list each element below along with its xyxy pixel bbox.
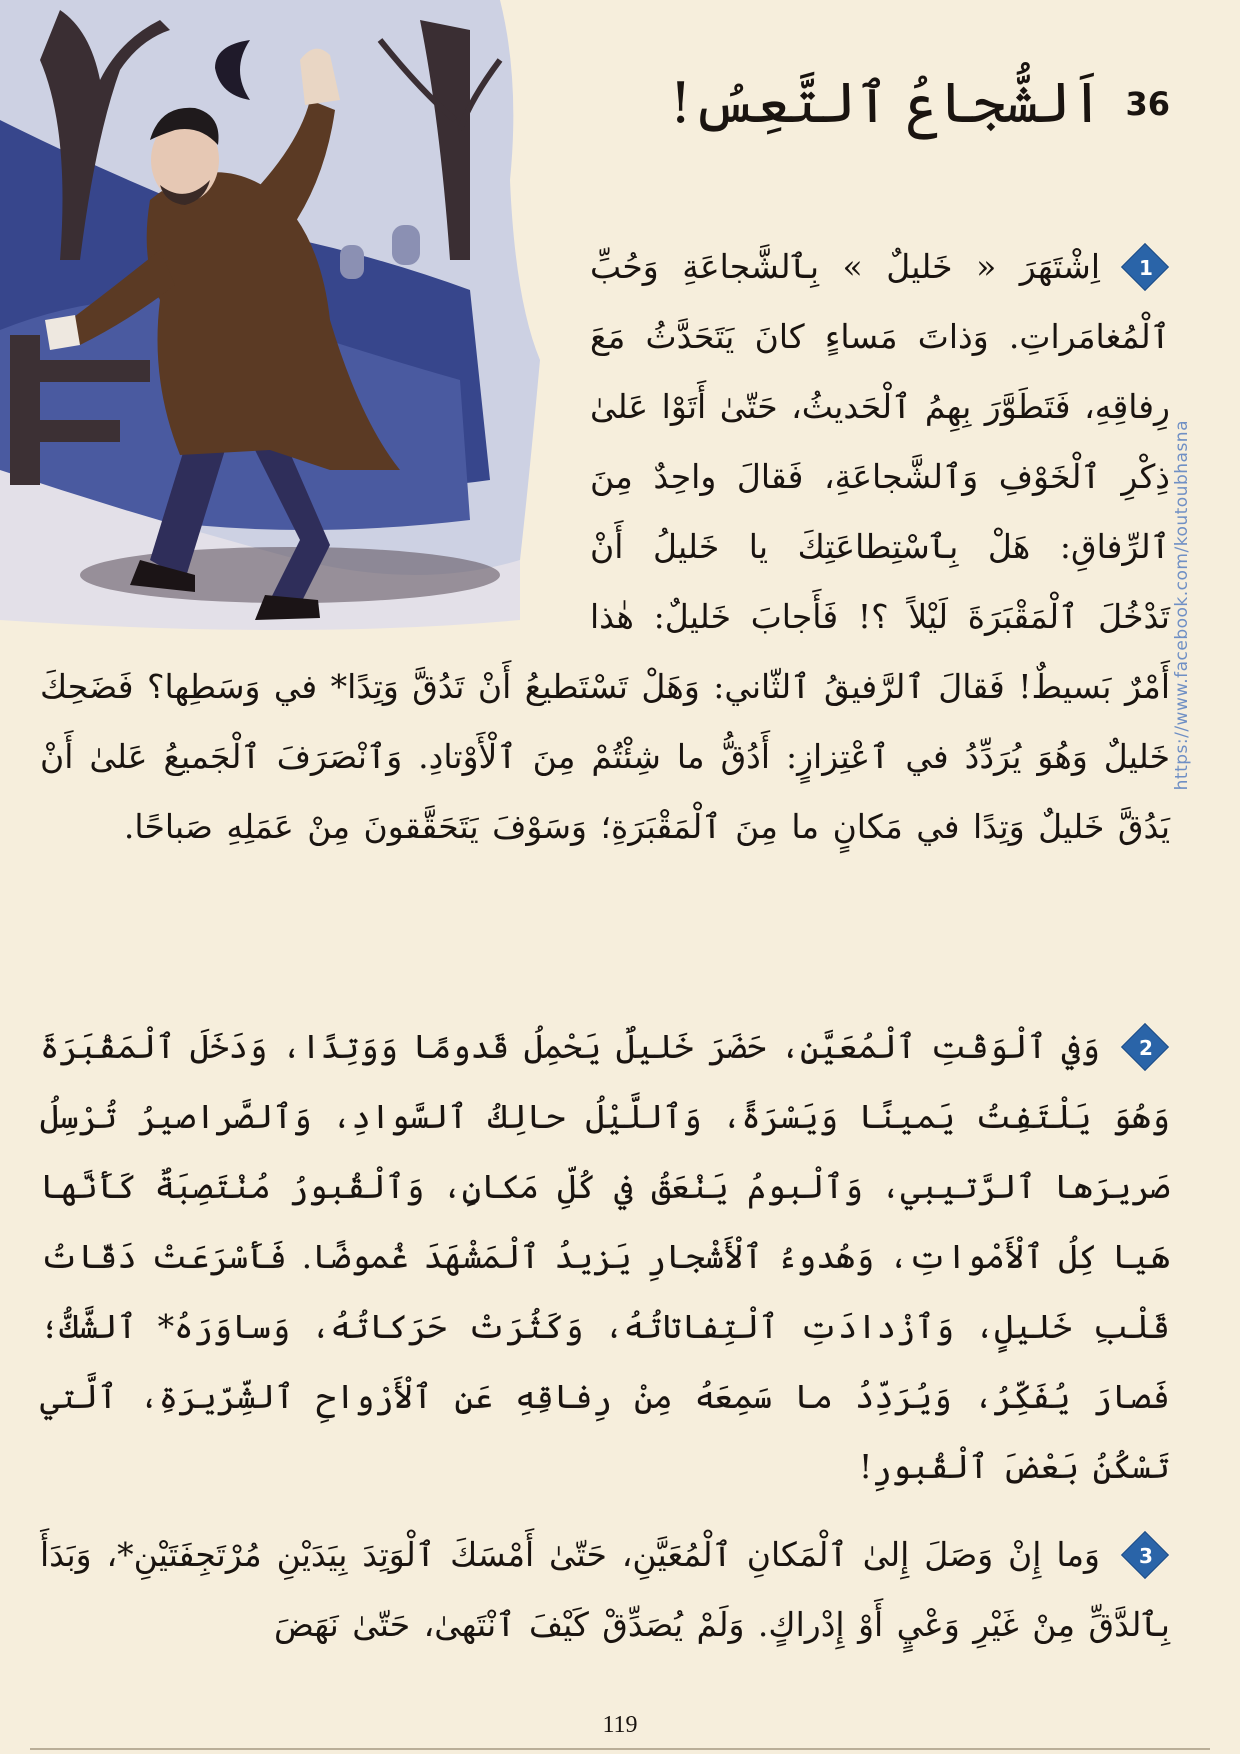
paragraph-text: وَفي ٱلْوَقْتِ ٱلْمُعَيَّنِ، حَضَرَ خَليلٌ يَحْمِلُ قَدومًا وَوَتِدًا، وَدَخَلَ ٱلْمَقْبَرَةَ وَهُوَ يَلْتَفِتُ يَمينًا وَيَسْرَةً، وَٱللَّيْلُ حالِكُ ٱلسَّوادِ، وَٱلصَّراصيرُ تُرْسِلُ صَريرَها ٱلرَّتيبي، وَٱلْبومُ يَنْعَقُ في كُلِّ مَكانٍ، وَٱلْقُبورُ مُنْتَصِبَةٌ كَأَنَّها هَيا كِلُ ٱلْأَمْواتِ، وَهُدوءُ ٱلْأَشْجارِ يَزيدُ ٱلْمَشْهَدَ غُموضًا. فَأَسْرَعَتْ دَقّاتُ قَلْبِ خَليلٍ، وَٱزْدادَتِ ٱلْتِفاتاتُهُ، وَكَثُرَتْ حَرَكاتُهُ، وَساوَرَهُ* ٱلشَّكُّ؛ فَصارَ يُفَكِّرُ، وَيُرَدِّدُ ما سَمِعَهُ مِنْ رِفاقِهِ عَنِ ٱلْأَرْواحِ ٱلشِّرّيرَةِ، ٱلَّتي تَسْكُنُ بَعْضَ ٱلْقُبورِ! bbox=[40, 1027, 1170, 1486]
paragraph-number: 1 bbox=[1139, 256, 1153, 280]
page-number: 119 bbox=[602, 1712, 638, 1738]
illustration-wrap-space bbox=[40, 232, 590, 642]
paragraph-number: 2 bbox=[1139, 1036, 1153, 1060]
paragraph-number: 3 bbox=[1139, 1544, 1153, 1568]
lesson-heading bbox=[669, 68, 1170, 141]
paragraph-text: اِشْتَهَرَ « خَليلٌ » بِٱلشَّجاعَةِ وَحُبِّ ٱلْمُغامَراتِ. وَذاتَ مَساءٍ كانَ يَتَحَدَّثُ مَعَ رِفاقِهِ، فَتَطَوَّرَ بِهِمُ ٱلْحَديثُ، حَتّىٰ أَتَوْا عَلىٰ ذِكْرِ ٱلْخَوْفِ وَٱلشَّجاعَةِ، فَقالَ واحِدٌ مِنَ ٱلرِّفاقِ: هَلْ بِٱسْتِطاعَتِكَ يا خَليلُ أَنْ تَدْخُلَ ٱلْمَقْبَرَةَ لَيْلاً ؟! فَأَجابَ خَليلٌ: هٰذا أَمْرٌ بَسيطٌ! فَقالَ ٱلرَّفيقُ ٱلثّاني: وَهَلْ تَسْتَطيعُ أَنْ تَدُقَّ وَتِدًا* في وَسَطِها؟ فَضَحِكَ خَليلٌ وَهُوَ يُرَدِّدُ في ٱعْتِزازٍ: أَدُقُّ ما شِئْتُمْ مِنَ ٱلْأَوْتادِ. وَٱنْصَرَفَ ٱلْجَميعُ عَلىٰ أَنْ يَدُقَّ خَليلٌ وَتِدًا في مَكانٍ ما مِنَ ٱلْمَقْبَرَةِ؛ وَسَوْفَ يَتَحَقَّقونَ مِنْ عَمَلِهِ صَباحًا. bbox=[39, 247, 1170, 846]
lesson-title: اَلشُّجاعُ ٱلتَّعِسُ! bbox=[669, 71, 1104, 136]
paragraph-text: وَما إِنْ وَصَلَ إِلىٰ ٱلْمَكانِ ٱلْمُعَيَّنِ، حَتّىٰ أَمْسَكَ ٱلْوَتِدَ بِيَدَيْنِ مُرْتَجِفَتَيْنِ*، وَبَدَأَ بِٱلدَّقِّ مِنْ غَيْرِ وَعْيٍ أَوْ إِدْراكٍ. وَلَمْ يُصَدِّقْ كَيْفَ ٱنْتَهىٰ، حَتّىٰ نَهَضَ bbox=[40, 1535, 1170, 1644]
paragraph-marker-2 bbox=[1122, 1024, 1170, 1072]
paragraph-3 bbox=[40, 1520, 1170, 1660]
page-bottom-rule bbox=[30, 1748, 1210, 1750]
watermark-url: https://www.facebook.com/koutoubhasna bbox=[1172, 420, 1192, 791]
lesson-number: 36 bbox=[1125, 85, 1170, 124]
paragraph-2 bbox=[40, 1012, 1170, 1502]
paragraph-marker-3 bbox=[1122, 1532, 1170, 1580]
paragraph-1 bbox=[40, 232, 1170, 862]
paragraph-marker-1 bbox=[1122, 244, 1170, 292]
